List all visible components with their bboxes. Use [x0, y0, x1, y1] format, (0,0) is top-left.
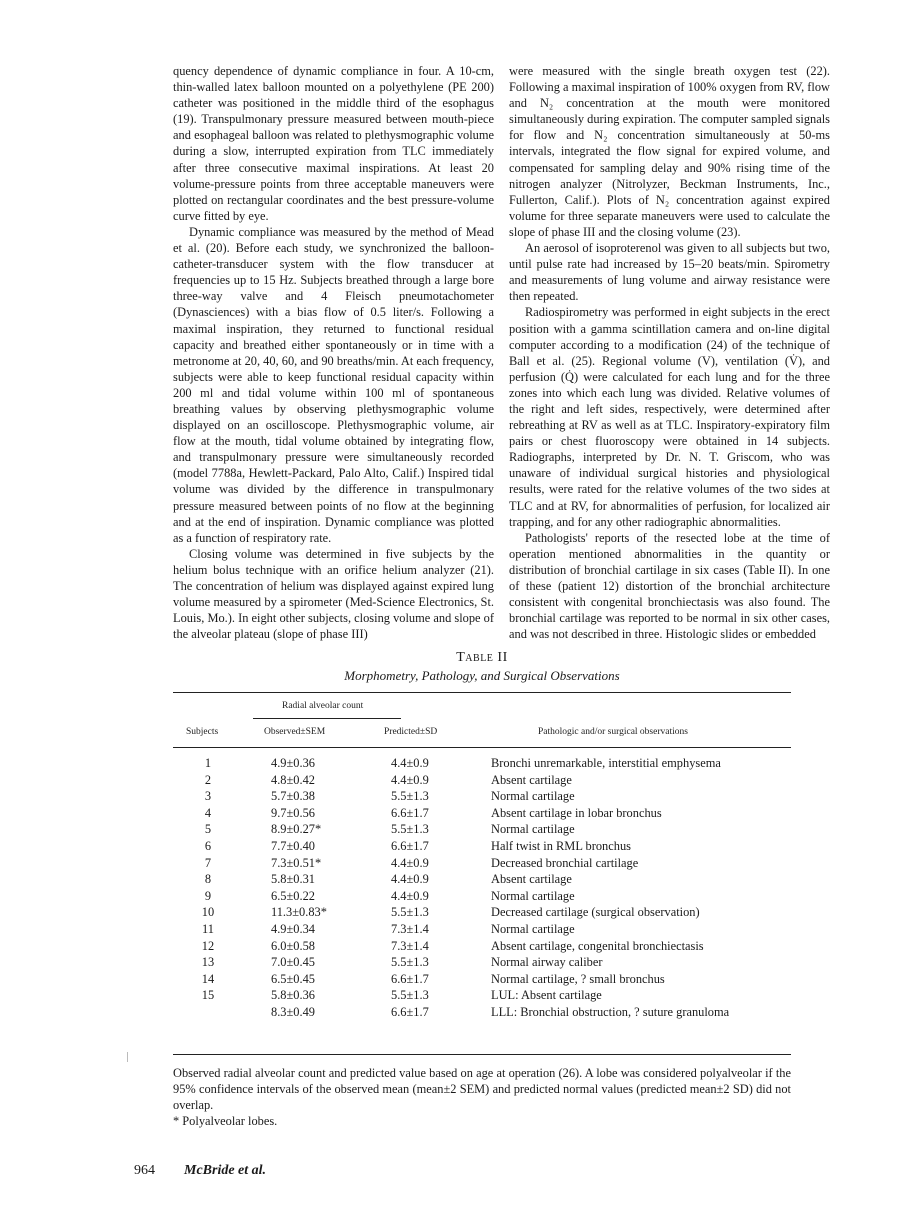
paragraph: Dynamic compliance was measured by the method of Mead et al. (20). Before each study, we synchronized the balloon-catheter-transducer system with the flow transducer at frequencies up to 15 Hz. Subjects breathed through a large bore three-way valve and 4 Fleisch pneumotachometer (Dynasciences) with a bias flow of 0.5 liter/s. Following a maximal inspiration, they returned to functional residual capacity and breathed either spontaneously or in time with a metronome at 20, 40, 60, and 90 breaths/min. At each frequency, subjects were able to keep functional residual capacity within 200 ml and tidal volume within 100 ml of spontaneous breathing values by observing plethysmographic volume displayed on an oscilloscope. Plethysmographic volume, air flow at the mouth, tidal volume obtained by integrating flow, and transpulmonary pressure were simultaneously recorded (model 7788a, Hewlett-Packard, Palo Alto, Calif.) Inspired tidal volume was divided by the difference in transpulmonary pressure measured between points of no flow at the beginning and at the end of inspiration. Dynamic compliance was plotted as a function of respiratory rate. — [173, 224, 494, 545]
predicted-cell: 4.4±0.9 — [391, 872, 429, 887]
table-row — [173, 822, 791, 839]
table-row — [173, 988, 791, 1005]
page-number: 964 — [134, 1163, 155, 1178]
subject-cell: 12 — [201, 938, 215, 953]
table-row — [173, 756, 791, 773]
observation-cell: Normal cartilage — [491, 922, 575, 936]
table-footnote — [173, 1065, 791, 1129]
predicted-cell: 4.4±0.9 — [391, 772, 429, 787]
observation-cell: Normal cartilage, ? small bronchus — [491, 971, 665, 986]
subject-cell: 8 — [204, 872, 212, 887]
observation-cell: Bronchi unremarkable, interstitial emphysema — [491, 756, 721, 770]
predicted-cell: 5.5±1.3 — [391, 822, 429, 837]
observation-cell: Normal airway caliber — [491, 955, 603, 970]
table-row — [173, 939, 791, 956]
subject-cell: 1 — [204, 756, 212, 770]
observed-cell: 6.5±0.45 — [271, 971, 315, 986]
table-row — [173, 1005, 791, 1022]
observation-cell: Decreased cartilage (surgical observation) — [491, 905, 700, 920]
table-row — [173, 889, 791, 906]
subject-cell: 5 — [204, 822, 212, 837]
paragraph: were measured with the single breath oxygen test (22). Following a maximal inspiration of 100% oxygen from RV, flow and N₂ concentration at the mouth were monitored simultaneously during expiration. The computer sampled signals for flow and N₂ concentration simultaneously at 50-ms intervals, integrated the flow signal for expired volume, and compensated for sampling delay and 90% rising time of the nitrogen analyzer (Nitrolyzer, Beckman Instruments, Inc., Fullerton, Calif.). Plots of N₂ concentration against expired volume for three separate maneuvers were used to calculate the slope of phase III and the closing volume (23). — [509, 64, 830, 239]
observed-cell: 5.8±0.31 — [271, 872, 315, 887]
column-header-observed: Observed±SEM — [264, 727, 326, 737]
predicted-cell: 7.3±1.4 — [391, 922, 429, 936]
observed-cell: 7.7±0.40 — [271, 839, 315, 853]
observed-cell: 7.3±0.51* — [271, 855, 322, 870]
subject-cell: 9 — [204, 888, 212, 903]
observed-cell: 5.8±0.36 — [271, 988, 315, 1003]
table-row — [173, 839, 791, 856]
table-header-rule — [173, 747, 791, 748]
footnote-text: Observed radial alveolar count and predicted value based on age at operation (26). A lobe was considered polyalveolar if the 95% confidence intervals of the observed mean (mean±2 SEM) and predicted normal values (predicted mean±2 SD) did not overlap. — [173, 1066, 791, 1112]
left-column — [173, 63, 494, 642]
observed-cell: 6.0±0.58 — [271, 938, 315, 953]
subject-cell: 11 — [202, 922, 214, 936]
subject-cell: 6 — [204, 839, 212, 853]
predicted-cell: 5.5±1.3 — [391, 905, 429, 920]
observation-cell: Absent cartilage, congenital bronchiectasis — [491, 938, 704, 953]
observation-cell: LLL: Bronchial obstruction, ? suture granuloma — [491, 1005, 730, 1019]
predicted-cell: 6.6±1.7 — [391, 805, 429, 820]
predicted-cell: 4.4±0.9 — [391, 855, 429, 870]
predicted-cell: 5.5±1.3 — [391, 955, 429, 970]
column-header-subjects: Subjects — [186, 727, 219, 737]
observation-cell: Normal cartilage — [491, 822, 575, 837]
predicted-cell: 4.4±0.9 — [391, 888, 429, 903]
table-row — [173, 806, 791, 823]
paragraph: Radiospirometry was performed in eight subjects in the erect position with a gamma scintillation camera and on-line digital computer according to a modification (24) of the technique of Ball et al. (25). Regional volume (V), ventilation (V̇), and perfusion (Q̇) were calculated for each lung and for the three zones into which each lung was divided. Relative volumes of the right and left sides, respectively, were determined after rebreathing at RV as well as at TLC. Inspiratory-expiratory film pairs or chest fluoroscopy were obtained in 14 subjects. Radiographs, interpreted by Dr. N. T. Griscom, who was unaware of individual surgical histories and physiological results, were rated for the relative volumes of the two sides at TLC and at RV, for abnormalities of perfusion, for localized air trapping, and for any other radiographic abnormalities. — [509, 305, 830, 529]
subject-cell: 15 — [201, 988, 215, 1003]
paragraph: An aerosol of isoproterenol was given to all subjects but two, until pulse rate had increased by 15–20 beats/min. Spirometry and measurements of lung volume and airway resistance were then repeated. — [509, 241, 830, 304]
subject-cell: 10 — [201, 905, 215, 920]
predicted-cell: 5.5±1.3 — [391, 789, 429, 804]
table-row — [173, 955, 791, 972]
observed-cell: 11.3±0.83* — [271, 905, 327, 920]
subject-cell: 2 — [204, 772, 212, 787]
asterisk-note: * Polyalveolar lobes. — [173, 1114, 278, 1128]
observation-cell: Absent cartilage — [491, 872, 572, 887]
paragraph: quency dependence of dynamic compliance in four. A 10-cm, thin-walled latex balloon mounted on a polyethylene (PE 200) catheter was positioned in the middle third of the esophagus (19). Transpulmonary pressure measured between mouth-piece and esophageal balloon was related to plethysmographic volume during a slow, interrupted expiration from TLC immediately after three consecutive maximal inspirations. At least 20 volume-pressure points from three acceptable maneuvers were plotted on rectangular coordinates and the best pressure-volume curve fitted by eye. — [173, 64, 494, 223]
predicted-cell: 6.6±1.7 — [391, 1005, 429, 1019]
observed-cell: 8.3±0.49 — [271, 1005, 315, 1019]
subject-cell: 4 — [204, 805, 212, 820]
table-row — [173, 789, 791, 806]
observation-cell: Decreased bronchial cartilage — [491, 855, 639, 870]
table-row — [173, 905, 791, 922]
subject-cell: 13 — [201, 955, 215, 970]
observation-cell: Absent cartilage in lobar bronchus — [491, 805, 662, 820]
running-authors: McBride et al. — [184, 1163, 267, 1178]
observed-cell: 7.0±0.45 — [271, 955, 315, 970]
observed-cell: 5.7±0.38 — [271, 789, 315, 804]
observation-cell: Normal cartilage — [491, 789, 575, 804]
column-header-predicted: Predicted±SD — [384, 727, 438, 737]
table-title: Table II — [456, 650, 508, 665]
table-row — [173, 773, 791, 790]
observed-cell: 6.5±0.22 — [271, 888, 315, 903]
table-subtitle: Morphometry, Pathology, and Surgical Observations — [344, 668, 620, 683]
subject-cell: 7 — [204, 855, 212, 870]
margin-mark — [127, 1052, 128, 1062]
group-header-rule — [253, 718, 401, 719]
subject-cell: 14 — [201, 971, 215, 986]
observed-cell: 9.7±0.56 — [271, 805, 315, 820]
right-column — [509, 63, 830, 642]
observation-cell: LUL: Absent cartilage — [491, 988, 602, 1003]
group-header: Radial alveolar count — [282, 701, 364, 711]
table-row — [173, 972, 791, 989]
paragraph: Closing volume was determined in five subjects by the helium bolus technique with an orifice helium analyzer (21). The concentration of helium was displayed against expired lung volume measured by a spirometer (Med-Science Electronics, St. Louis, Mo.). In eight other subjects, closing volume and slope of the alveolar plateau (slope of phase III) — [173, 546, 494, 642]
subject-cell: 3 — [204, 789, 212, 804]
observed-cell: 8.9±0.27* — [271, 822, 322, 837]
column-header-observations: Pathologic and/or surgical observations — [538, 727, 688, 737]
observation-cell: Absent cartilage — [491, 772, 572, 787]
table-row — [173, 856, 791, 873]
paragraph: Pathologists' reports of the resected lobe at the time of operation mentioned abnormalities in the quantity or distribution of bronchial cartilage in six cases (Table II). In one of these (patient 12) distortion of the bronchial architecture consistent with congenital bronchiectasis was also found. The bronchial cartilage was reported to be normal in six other cases, and was not described in three. Histologic slides or embedded — [509, 530, 830, 642]
table-bottom-rule — [173, 1054, 791, 1055]
observation-cell: Normal cartilage — [491, 888, 575, 903]
table-row — [173, 872, 791, 889]
observed-cell: 4.9±0.36 — [271, 756, 315, 770]
predicted-cell: 5.5±1.3 — [391, 988, 429, 1003]
predicted-cell: 4.4±0.9 — [391, 756, 429, 770]
observed-cell: 4.9±0.34 — [271, 922, 315, 936]
table-row — [173, 922, 791, 939]
observed-cell: 4.8±0.42 — [271, 772, 315, 787]
table-top-rule — [173, 692, 791, 693]
predicted-cell: 7.3±1.4 — [391, 938, 429, 953]
observation-cell: Half twist in RML bronchus — [491, 839, 631, 853]
predicted-cell: 6.6±1.7 — [391, 971, 429, 986]
predicted-cell: 6.6±1.7 — [391, 839, 429, 853]
